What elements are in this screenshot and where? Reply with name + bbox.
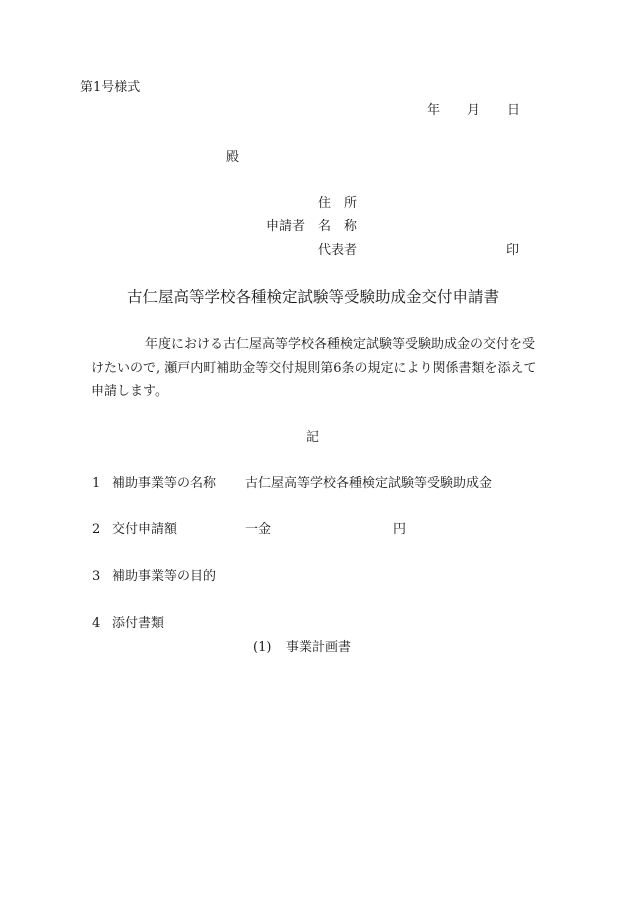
item-2-unit: 円: [393, 522, 407, 537]
date-day-label: 日: [507, 103, 521, 118]
item-4-sub-1-label: 事業計画書: [286, 640, 352, 655]
date-year-label: 年: [427, 103, 441, 118]
date-month-label: 月: [467, 103, 481, 118]
item-2-label: 交付申請額: [112, 522, 178, 537]
item-3-number: 3: [92, 569, 101, 584]
body-line-3: 申請します。: [91, 384, 168, 399]
item-2-number: 2: [92, 522, 101, 537]
applicant-representative-label: 代表者: [318, 243, 358, 258]
form-number: 第1号様式: [80, 80, 141, 95]
body-line-1: 年度における古仁屋高等学校各種検定試験等受験助成金の交付を受: [145, 337, 536, 352]
item-1-value: 古仁屋高等学校各種検定試験等受験助成金: [245, 476, 493, 491]
applicant-name-label: 名 称: [318, 219, 358, 234]
item-4-sub-1-number: (1): [253, 640, 272, 655]
item-4-number: 4: [92, 616, 101, 631]
applicant-address-label: 住 所: [318, 196, 358, 211]
item-1-label: 補助事業等の名称: [112, 476, 217, 491]
addressee-suffix: 殿: [226, 150, 240, 165]
document-title: 古仁屋高等学校各種検定試験等受験助成金交付申請書: [127, 288, 500, 306]
item-4-label: 添付書類: [112, 616, 165, 631]
applicant-role-label: 申請者: [266, 219, 306, 234]
item-1-number: 1: [92, 476, 101, 491]
item-3-label: 補助事業等の目的: [112, 569, 217, 584]
seal-mark: 印: [506, 243, 520, 258]
ki-heading: 記: [306, 430, 320, 445]
body-line-2: けたいので, 瀬戸内町補助金等交付規則第6条の規定により関係書類を添えて: [91, 361, 537, 376]
item-2-prefix: 一金: [245, 522, 272, 537]
